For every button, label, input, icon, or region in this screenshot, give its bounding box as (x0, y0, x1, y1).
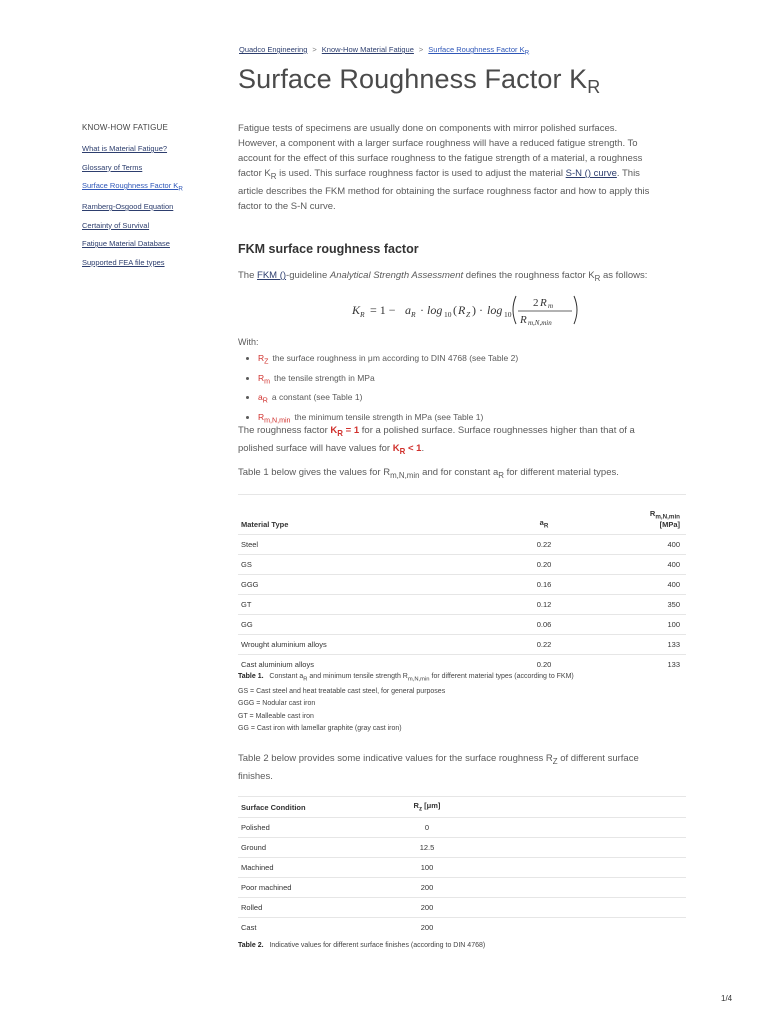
breadcrumb-home-link[interactable]: Quadco Engineering (239, 45, 308, 54)
breadcrumb (239, 45, 529, 57)
table-row: Polished 0 (238, 818, 686, 838)
page-title: Surface Roughness Factor $K_R$ (238, 64, 601, 97)
svg-text:R: R (540, 297, 547, 309)
svg-text:2: 2 (533, 297, 539, 309)
table-row: Steel 0.22 400 (238, 535, 686, 555)
table-row: Poor machined 200 (238, 878, 686, 898)
table2-intro-paragraph: Table 2 below provides some indicative values for the surface roughness $R_Z$ of different surface finishes. (238, 753, 639, 782)
svg-text:a: a (405, 303, 411, 317)
table2-caption: Table 2. Indicative values for different surface finishes (according to DIN 4768) (238, 942, 486, 949)
page-number: 1/4 (721, 994, 733, 1003)
svg-text:R: R (360, 310, 365, 319)
table1-intro-paragraph: Table 1 below gives the values for $R_{m,N,min}$ and for constant $a_R$ for different material types. (238, 467, 619, 480)
svg-text:·: · (420, 303, 424, 317)
sn-curve-link[interactable]: S-N () curve (565, 168, 617, 179)
table-row: Wrought aluminium alloys 0.22 133 (238, 635, 686, 655)
table-row: GG 0.06 100 (238, 615, 686, 635)
intro-paragraph: Fatigue tests of specimens are usually done on components with mirror polished surfaces. However, a component with a larger surface roughness will have a reduced fatigue strength. To account for the effect of this surface roughness to the fatigue strength of a material, a roughness factor $K_R$ is used. This surface roughness factor is used to adjust the material S-N () curve. This article describes the FKM method for obtaining the surface roughness factor and how to apply this factor to the S-N curve. (238, 123, 650, 212)
list-item: • $a_R$ a constant (see Table 1) (258, 389, 518, 409)
fkm-definition-paragraph: The FKM ()-guideline Analytical Strength Assessment defines the roughness factor $K_R$ as follows: (238, 270, 648, 283)
variable-list (248, 350, 518, 429)
svg-text:10: 10 (444, 310, 452, 319)
sidebar-item-glossary[interactable]: Glossary of Terms (82, 162, 143, 172)
column-header-surface-condition: Surface Condition (238, 797, 324, 818)
column-header-material-type: Material Type (238, 495, 471, 535)
sidebar-item-fea-file-types[interactable]: Supported FEA file types (82, 257, 165, 267)
fkm-link[interactable]: FKM () (257, 270, 287, 281)
polished-surface-paragraph: The roughness factor $K_R = 1$ for a polished surface. Surface roughnesses higher than that of a polished surface will have values for $K_R < 1$. (238, 425, 635, 456)
svg-text:R: R (458, 303, 466, 317)
sidebar (82, 123, 222, 276)
sidebar-item-ramberg-osgood[interactable]: Ramberg-Osgood Equation (82, 202, 174, 211)
table-row: GT 0.12 350 (238, 595, 686, 615)
svg-text:Z: Z (466, 310, 471, 319)
table-row: GS 0.20 400 (238, 555, 686, 575)
svg-text:R: R (520, 314, 527, 326)
breadcrumb-current-link[interactable]: Surface Roughness Factor $K_R$ (428, 45, 530, 57)
svg-text:10: 10 (504, 310, 512, 319)
table-row: Ground 12.5 (238, 838, 686, 858)
with-label: With: (238, 337, 259, 347)
svg-text:log: log (427, 303, 443, 317)
roughness-factor-formula (350, 292, 590, 328)
table-row: Machined 100 (238, 858, 686, 878)
svg-text:K: K (352, 303, 361, 317)
table-row: Rolled 200 (238, 898, 686, 918)
table1-caption: Table 1. Constant $a_R$ and minimum tensile strength $R_{m,N,min}$ for different material types (according to FKM) GS = Cast steel and heat treatable cast steel, for general purposes GGG = Nodular cast iron GT = Malleable cast iron GG = Cast iron with lamellar graphite (gray cast iron) (238, 673, 574, 733)
sidebar-item-surface-roughness[interactable]: Surface Roughness Factor $K_R$ (82, 181, 183, 193)
svg-text:) ·: ) · (472, 303, 483, 317)
svg-text:m: m (548, 302, 554, 310)
sidebar-item-certainty-survival[interactable]: Certainty of Survival (82, 220, 150, 230)
material-constants-table (238, 494, 686, 674)
list-item: • $R_m$ the tensile strength in MPa (258, 370, 518, 390)
section-heading-fkm: FKM surface roughness factor (238, 242, 419, 256)
column-header-rz: $R_z$ [μm] (324, 797, 530, 818)
sidebar-item-material-database[interactable]: Fatigue Material Database (82, 239, 170, 248)
sidebar-heading: KNOW-HOW FATIGUE (82, 123, 169, 132)
list-item: • $R_{m,N,min}$ the minimum tensile strength in MPa (see Table 1) (258, 409, 518, 429)
svg-text:(: ( (453, 303, 457, 317)
table-row: GGG 0.16 400 (238, 575, 686, 595)
table-header-row (238, 495, 686, 535)
list-item: • $R_Z$ the surface roughness in μm according to DIN 4768 (see Table 2) (258, 350, 518, 370)
surface-roughness-table (238, 796, 686, 937)
column-header-rmnmin: $R_{m,N,min}$ [MPa] (617, 495, 686, 535)
table-row: Cast aluminium alloys 0.20 133 (238, 655, 686, 675)
svg-text:m,N,min: m,N,min (528, 319, 552, 327)
svg-text:log: log (487, 303, 503, 317)
sidebar-item-material-fatigue[interactable]: What is Material Fatigue? (82, 144, 168, 153)
breadcrumb-separator: > (418, 45, 424, 54)
breadcrumb-separator: > (312, 45, 317, 54)
table-row: Cast 200 (238, 918, 686, 938)
svg-text:R: R (411, 310, 416, 319)
column-header-ar: $a_R$ (471, 495, 617, 535)
table-header-row (238, 797, 686, 818)
svg-text:= 1 −: = 1 − (370, 303, 396, 317)
breadcrumb-know-how-link[interactable]: Know-How Material Fatigue (321, 45, 414, 54)
